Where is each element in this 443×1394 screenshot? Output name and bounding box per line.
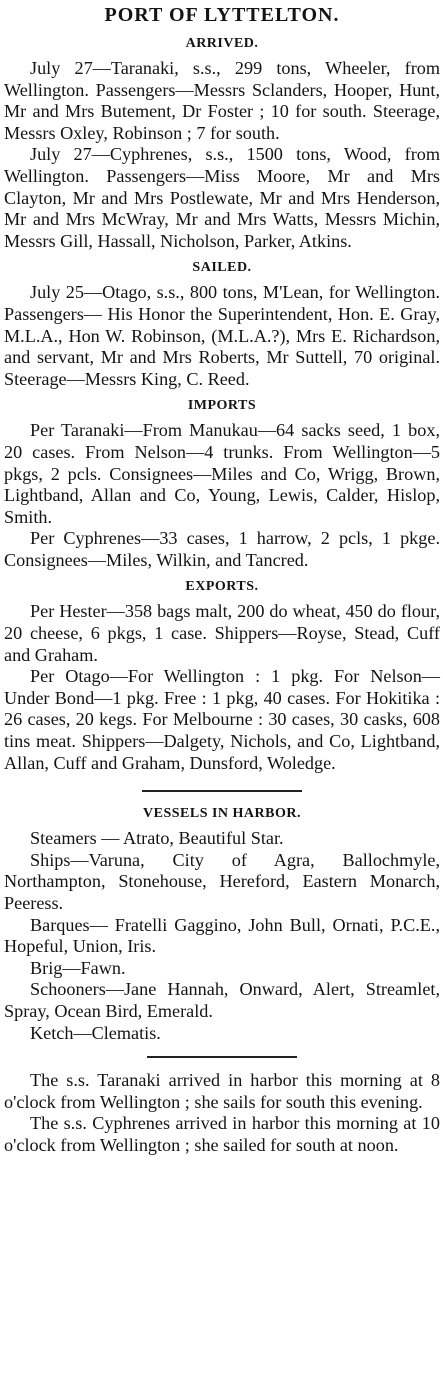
harbor-entry: Barques— Fratelli Gaggino, John Bull, Ornati, P.C.E., Hopeful, Union, Iris. xyxy=(4,914,440,957)
arrived-entry: July 27—Taranaki, s.s., 299 tons, Wheeler, from Wellington. Passengers—Messrs Sclanders, Hooper, Hunt, Mr and Mrs Butement, Dr Foster ; 10 for south. Steerage, Messrs Oxley, Robinson ; 7 for south. xyxy=(4,58,440,143)
harbor-entry: Ships—Varuna, City of Agra, Ballochmyle, Northampton, Stonehouse, Hereford, Eastern Monarch, Peeress. xyxy=(4,849,440,913)
harbor-entry: Schooners—Jane Hannah, Onward, Alert, Streamlet, Spray, Ocean Bird, Emerald. xyxy=(4,979,440,1021)
exports-entry: Per Hester—358 bags malt, 200 do wheat, 450 do flour, 20 cheese, 6 pkgs, 1 case. Shippers—Royse, Stead, Cuff and Graham. xyxy=(4,601,440,665)
imports-heading: IMPORTS xyxy=(187,398,257,414)
exports-entry: Per Otago—For Wellington : 1 pkg. For Nelson—Under Bond—1 pkg. Free : 1 pkg, 40 cases. For Hokitika : 26 cases, 20 kegs. For Melbourne : 30 cases, 30 casks, 608 tins meat. Shippers—Dalgety, Nichols, and Co, Lightband, Allan, Cuff and Graham, Dunsford, Woledge. xyxy=(4,666,440,773)
arrived-entry: July 27—Cyphrenes, s.s., 1500 tons, Wood, from Wellington. Passengers—Miss Moore, Mr and Mrs Clayton, Mr and Mrs Postlewate, Mr and Mrs Henderson, Mr and Mrs McWray, Mr and Mrs Watts, Messrs Michin, Messrs Gill, Hassall, Nicholson, Parker, Atkins. xyxy=(4,144,440,251)
sailed-heading: SAILED. xyxy=(192,260,252,276)
imports-entry: Per Taranaki—From Manukau—64 sacks seed, 1 box, 20 cases. From Nelson—4 trunks. From Wellington—5 pkgs, 2 pcls. Consignees—Miles and Co, Wrigg, Brown, Lightband, Allan and Co, Young, Lewis, Calder, Hislop, Smith. xyxy=(4,420,440,527)
exports-heading: EXPORTS. xyxy=(185,579,259,595)
harbor-entry: Steamers — Atrato, Beautiful Star. xyxy=(30,828,284,849)
section-divider xyxy=(147,1056,297,1058)
harbor-heading: VESSELS IN HARBOR. xyxy=(143,806,301,822)
imports-entry: Per Cyphrenes—33 cases, 1 harrow, 2 pcls, 1 pkge. Consignees—Miles, Wilkin, and Tancred. xyxy=(4,528,440,570)
arrived-heading: ARRIVED. xyxy=(185,36,259,51)
sailed-entry: July 25—Otago, s.s., 800 tons, M'Lean, for Wellington. Passengers— His Honor the Superintendent, Hon. E. Gray, M.L.A., Hon W. Robinson, (M.L.A.?), Mrs E. Richardson, and servant, Mr and Mrs Roberts, Mr Suttell, 70 original. Steerage—Messrs King, C. Reed. xyxy=(4,282,440,389)
masthead-title: PORT OF LYTTELTON. xyxy=(104,4,340,26)
harbor-entry: Brig—Fawn. xyxy=(30,957,126,978)
harbor-note: The s.s. Cyphrenes arrived in harbor this morning at 10 o'clock from Wellington ; she sailed for south at noon. xyxy=(4,1113,440,1155)
section-divider xyxy=(142,790,302,792)
harbor-note: The s.s. Taranaki arrived in harbor this morning at 8 o'clock from Wellington ; she sails for south this evening. xyxy=(4,1070,440,1112)
harbor-entry: Ketch—Clematis. xyxy=(30,1022,161,1043)
